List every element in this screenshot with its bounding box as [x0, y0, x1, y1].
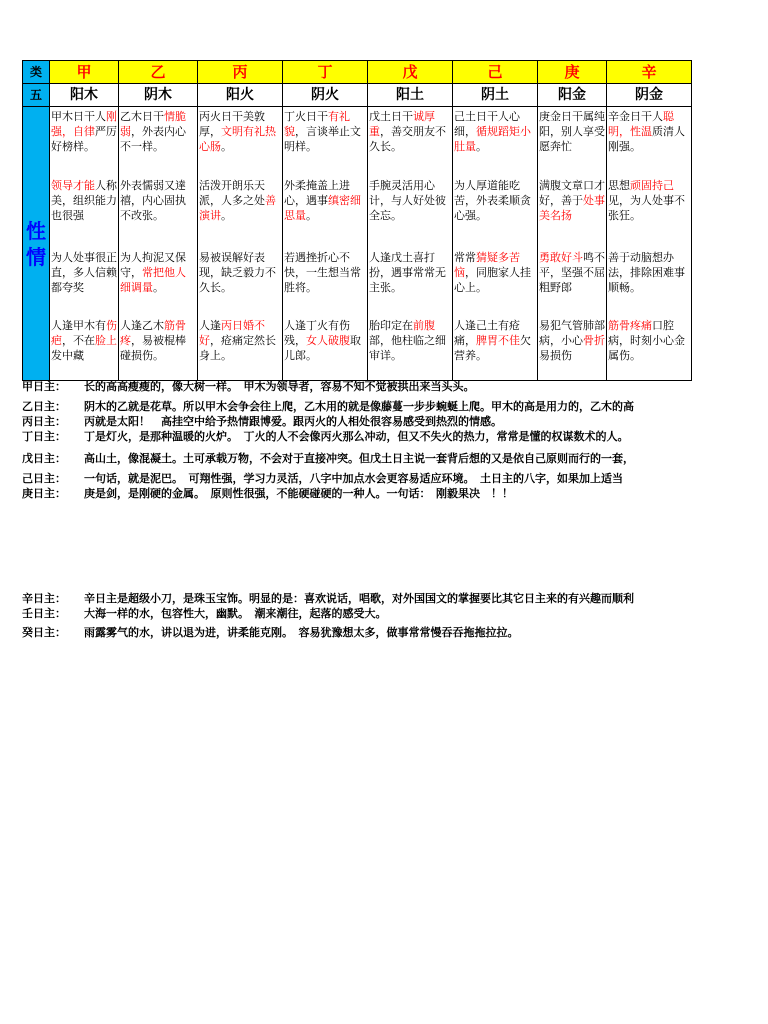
trait-paragraph	[607, 176, 691, 248]
trait-text: 满腹文章口才好，善于	[539, 179, 605, 207]
trait-paragraph	[198, 107, 282, 176]
trait-text: 质清人刚强。	[608, 125, 685, 153]
note-line	[22, 400, 634, 414]
day-master-notes	[22, 380, 768, 650]
trait-text: 欠营养。	[454, 334, 531, 362]
highlight-text: 常把他人细调量	[120, 266, 186, 294]
note-text: 辛日主是超级小刀，是珠玉宝饰。明显的是：喜欢说话，唱歌，对外国国文的掌握要比其它日主来的有兴趣而顺利	[84, 592, 634, 605]
note-text: 高山土，像混凝土。土可承载万物，不会对于直接冲突。但戊土日主说一套背后想的又是依自己原则而行的一套，	[84, 452, 634, 465]
trait-text: 。	[476, 140, 487, 153]
stem-jia: 甲	[50, 61, 119, 84]
highlight-text: 伤疤	[51, 319, 117, 347]
note-label: 戊日主：	[22, 452, 66, 465]
personality-side-label	[23, 107, 50, 381]
trait-paragraph	[283, 248, 367, 316]
note-label: 甲日主：	[22, 380, 66, 393]
highlight-text: 刚强，自律	[51, 110, 117, 138]
trait-text: 易犯气管肺部病，小心	[539, 319, 605, 347]
trait-row	[23, 107, 692, 381]
trait-text: 外表懦弱又達禧，内心固执不改张。	[120, 179, 186, 222]
trait-text: 丙火日干美敦厚，	[199, 110, 265, 138]
trait-text: ，言谈举止文明样。	[284, 125, 361, 153]
trait-text: 人逢己土有疮痛，	[454, 319, 520, 347]
trait-paragraph	[453, 248, 537, 316]
wuxing-label: 五	[23, 84, 50, 107]
highlight-text: 领导才能	[51, 179, 95, 192]
trait-cell	[607, 107, 692, 381]
trait-text: 人逢	[199, 319, 221, 332]
trait-paragraph	[607, 248, 691, 316]
note-line	[22, 626, 519, 640]
note-line	[22, 472, 623, 486]
note-line	[22, 487, 513, 501]
trait-text: 外柔掩盖上进心，遇事	[284, 179, 350, 207]
highlight-text: 循规蹈矩小肚量	[454, 125, 531, 153]
note-text: 大海一样的水，包容性大，幽默。 潮来潮往，起落的感受大。	[84, 607, 387, 620]
element-cell: 阴火	[283, 84, 368, 107]
stem-ji: 己	[453, 61, 538, 84]
element-cell: 阳金	[538, 84, 607, 107]
trait-text: 活泼开朗乐天派，人多之处	[199, 179, 265, 207]
highlight-text: 文明有礼热心肠	[199, 125, 276, 153]
highlight-text: 诚厚重	[369, 110, 435, 138]
element-cell: 阴木	[119, 84, 198, 107]
trait-text: ，外表内心不一样。	[120, 125, 186, 153]
stem-wu: 戊	[368, 61, 453, 84]
trait-cell	[453, 107, 538, 381]
note-label: 己日主：	[22, 472, 66, 485]
trait-text: 。	[221, 140, 232, 153]
trait-cell	[119, 107, 198, 381]
highlight-text: 女人破腹	[306, 334, 350, 347]
trait-paragraph	[283, 176, 367, 248]
highlight-text: 聪明，性温	[608, 110, 674, 138]
trait-text: 。	[306, 209, 317, 222]
note-text: 一句话，就是泥巴。 可翔性强，学习力灵活，八字中加点水会更容易适应环境。 土日主的八字，如果加上适当	[84, 472, 623, 485]
note-label: 辛日主：	[22, 592, 66, 605]
trait-paragraph	[50, 316, 118, 380]
trait-paragraph	[119, 248, 197, 316]
trait-paragraph	[453, 176, 537, 248]
note-text: 阴木的乙就是花草。所以甲木会争会往上爬，乙木用的就是像藤蔓一步步蜿蜒上爬。甲木的高是用力的，乙木的高	[84, 400, 634, 413]
trait-text: 发中藏	[51, 349, 84, 362]
trait-paragraph	[538, 316, 606, 380]
trait-paragraph	[119, 107, 197, 176]
highlight-text: 勇敢好斗	[539, 251, 583, 264]
trait-text: 易被误解好表现，缺乏毅力不久长。	[199, 251, 276, 294]
stem-bing: 丙	[198, 61, 283, 84]
trait-paragraph	[538, 248, 606, 316]
trait-paragraph	[453, 316, 537, 380]
trait-text: 人逢戊土喜打扮，遇事常常无主张。	[369, 251, 446, 294]
trait-text: 善于动脑想办法，排除困难事顺畅。	[608, 251, 685, 294]
trait-paragraph	[50, 107, 118, 176]
element-cell: 阴土	[453, 84, 538, 107]
personality-table	[22, 60, 692, 381]
trait-text: 甲木日干人	[51, 110, 106, 123]
trait-text: 手腕灵活用心计，与人好处彼全忘。	[369, 179, 446, 222]
trait-paragraph	[538, 107, 606, 176]
note-label: 丁日主：	[22, 430, 66, 443]
trait-text: 胎印定在	[369, 319, 413, 332]
trait-cell	[283, 107, 368, 381]
trait-paragraph	[368, 248, 452, 316]
trait-text: 思想	[608, 179, 630, 192]
trait-text: 人称美，组织能力也很强	[51, 179, 117, 222]
note-label: 丙日主：	[22, 415, 66, 428]
trait-text: 。	[153, 281, 164, 294]
note-text: 雨露雾气的水，讲以退为进，讲柔能克刚。 容易犹豫想太多，做事常常慢吞吞拖拖拉拉。	[84, 626, 519, 639]
trait-paragraph	[453, 107, 537, 176]
trait-text: ，不在	[62, 334, 95, 347]
trait-text: 取儿郎。	[284, 334, 361, 362]
trait-text: 乙木日干	[120, 110, 164, 123]
note-label: 壬日主：	[22, 607, 66, 620]
note-text: 庚是剑，是刚硬的金属。 原则性很强，不能硬碰硬的一种人。一句话： 刚毅果决 ！！	[84, 487, 513, 500]
note-line	[22, 592, 634, 606]
note-line	[22, 430, 629, 444]
trait-paragraph	[368, 107, 452, 176]
trait-text: ，同胞家人挂心上。	[454, 266, 531, 294]
trait-paragraph	[538, 176, 606, 248]
note-line	[22, 607, 387, 621]
trait-paragraph	[607, 316, 691, 380]
stem-geng: 庚	[538, 61, 607, 84]
trait-text: 人逢丁火有伤残，	[284, 319, 350, 347]
side-label-text: 性情	[26, 218, 46, 269]
note-text: 丁是灯火，是那种温暖的火炉。 丁火的人不会像丙火那么冲动，但又不失火的热力，常常是懂的权谋数术的人。	[84, 430, 629, 443]
note-label: 癸日主：	[22, 626, 66, 639]
trait-text: 己土日干人心细，	[454, 110, 520, 138]
trait-text: 为人厚道能吃苦，外表柔顺贪心强。	[454, 179, 531, 222]
trait-cell	[538, 107, 607, 381]
trait-cell	[50, 107, 119, 381]
stem-ding: 丁	[283, 61, 368, 84]
highlight-text: 缜密细思量	[284, 194, 361, 222]
highlight-text: 脸上	[95, 334, 117, 347]
category-label: 类	[23, 61, 50, 84]
trait-paragraph	[119, 316, 197, 380]
stem-header-row	[23, 61, 692, 84]
highlight-text: 猜疑多苦恼	[454, 251, 520, 279]
trait-paragraph	[119, 176, 197, 248]
element-cell: 阳木	[50, 84, 119, 107]
trait-text: 。	[221, 209, 232, 222]
trait-paragraph	[368, 176, 452, 248]
highlight-text: 骨折	[583, 334, 605, 347]
element-cell: 阴金	[607, 84, 692, 107]
trait-paragraph	[50, 248, 118, 316]
trait-text: 部，他柱临之细审详。	[369, 334, 446, 362]
note-label: 乙日主：	[22, 400, 66, 413]
highlight-text: 情脆弱	[120, 110, 186, 138]
trait-paragraph	[607, 107, 691, 176]
trait-paragraph	[283, 316, 367, 380]
trait-paragraph	[198, 316, 282, 380]
note-line	[22, 415, 502, 429]
element-row	[23, 84, 692, 107]
trait-text: 易损伤	[539, 349, 572, 362]
trait-text: 庚金日干属纯阳，别人享受愿奔忙	[539, 110, 605, 153]
highlight-text: 善演讲	[199, 194, 276, 222]
trait-text: ，善交朋友不久长。	[369, 125, 446, 153]
trait-text: 人逢甲木有	[51, 319, 106, 332]
trait-cell	[368, 107, 453, 381]
trait-text: 戊土日干	[369, 110, 413, 123]
highlight-text: 脾胃不佳	[476, 334, 520, 347]
trait-text: 鸣不平，坚强不屈粗野郎	[539, 251, 605, 294]
highlight-text: 丙日婚不好	[199, 319, 265, 347]
note-label: 庚日主：	[22, 487, 66, 500]
stem-xin: 辛	[607, 61, 692, 84]
trait-paragraph	[368, 316, 452, 380]
element-cell: 阳土	[368, 84, 453, 107]
note-line	[22, 380, 475, 394]
trait-text: 人逢乙木	[120, 319, 164, 332]
stem-yi: 乙	[119, 61, 198, 84]
trait-paragraph	[283, 107, 367, 176]
note-text: 长的高高瘦瘦的，像大树一样。 甲木为领导者，容易不知不觉被拱出来当头头。	[84, 380, 475, 393]
trait-text: 常常	[454, 251, 476, 264]
trait-text: 严厉好榜样。	[51, 125, 117, 153]
trait-text: ，疮痛定然长身上。	[199, 334, 276, 362]
trait-text: ，易被棍棒碰损伤。	[120, 334, 186, 362]
trait-text: 为人拘泥又保守，	[120, 251, 186, 279]
note-text: 丙就是太阳！ 高挂空中给予热情跟博爱。跟丙火的人相处很容易感受到热烈的情感。	[84, 415, 502, 428]
trait-paragraph	[50, 176, 118, 248]
trait-cell	[198, 107, 283, 381]
highlight-text: 顽固持己	[630, 179, 674, 192]
highlight-text: 筋骨疼痛	[608, 319, 652, 332]
element-cell: 阳火	[198, 84, 283, 107]
trait-text: 口腔病，时刻小心金属伤。	[608, 319, 685, 362]
trait-paragraph	[198, 176, 282, 248]
trait-text: 辛金日干人	[608, 110, 663, 123]
highlight-text: 前腹	[413, 319, 435, 332]
trait-text: 丁火日干	[284, 110, 328, 123]
trait-paragraph	[198, 248, 282, 316]
highlight-text: 有礼貌	[284, 110, 350, 138]
trait-text: 见，为人处事不张狂。	[608, 194, 685, 222]
trait-text: 为人处事很正直，多人信赖都夸奖	[51, 251, 117, 294]
note-line	[22, 452, 634, 466]
trait-text: 若遇挫折心不快，一生想当常胜将。	[284, 251, 361, 294]
highlight-text: 处事美名扬	[539, 194, 605, 222]
highlight-text: 筋骨疼	[120, 319, 186, 347]
